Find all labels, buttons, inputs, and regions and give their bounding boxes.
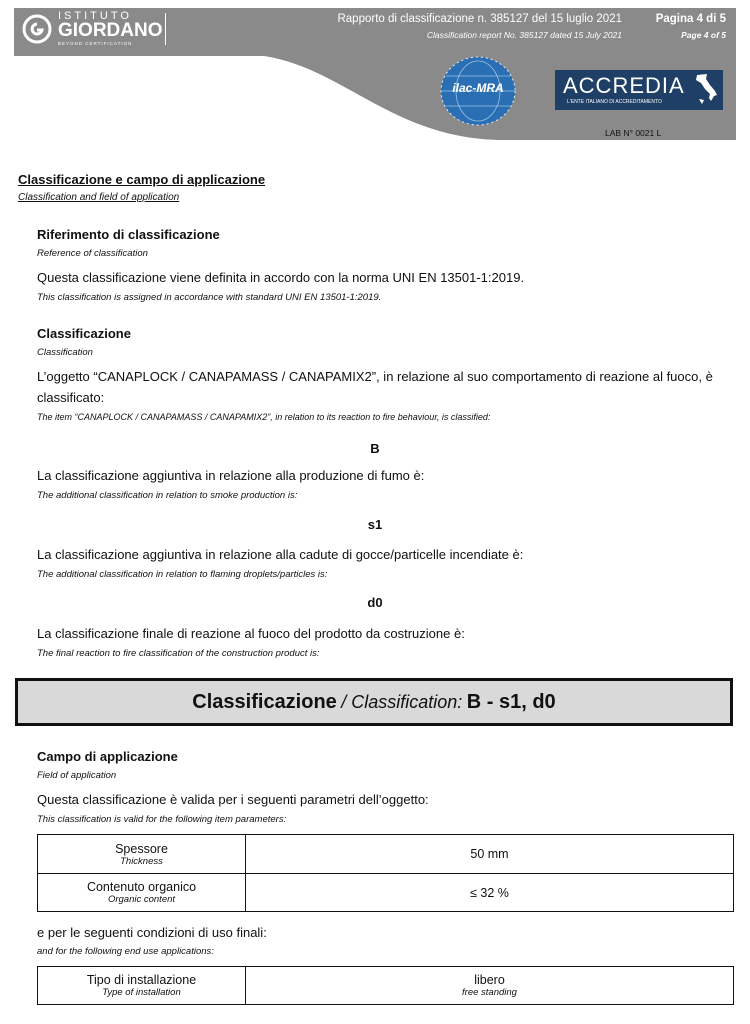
param-label-en: Organic content xyxy=(107,894,176,905)
classification-text-line2: classificato: xyxy=(37,390,105,405)
logo-g-icon xyxy=(22,14,52,44)
end-use-value-en: free standing xyxy=(462,987,517,998)
table-row xyxy=(38,835,734,874)
report-number-en: Classification report No. 385127 dated 15 July 2021 xyxy=(426,30,622,40)
end-use-table xyxy=(37,966,734,1005)
italy-map-icon xyxy=(693,73,719,107)
ilac-mra-text: ilac-MRA xyxy=(452,81,504,95)
field-heading: Campo di applicazione xyxy=(37,749,178,764)
table-row xyxy=(38,967,734,1005)
reference-heading-en: Reference of classification xyxy=(37,248,148,259)
page-number-en: Page 4 of 5 xyxy=(681,30,726,40)
classification-heading: Classificazione xyxy=(37,326,131,341)
box-label: Classificazione xyxy=(192,691,337,713)
param-value: ≤ 32 % xyxy=(470,885,509,900)
field-text-en: This classification is valid for the following item parameters: xyxy=(37,814,287,825)
box-value: B - s1, d0 xyxy=(466,691,556,713)
istituto-giordano-logo xyxy=(18,10,168,48)
param-label: Spessore xyxy=(115,841,168,856)
end-use-text: e per le seguenti condizioni di uso finali: xyxy=(37,925,267,940)
reference-heading: Riferimento di classificazione xyxy=(37,227,220,242)
table-row xyxy=(38,874,734,912)
section-title: Classificazione e campo di applicazione xyxy=(18,172,266,187)
logo-top-text: ISTITUTO xyxy=(58,10,132,22)
box-label-en: / Classification: xyxy=(341,692,463,712)
end-use-label-cell xyxy=(38,967,246,1005)
reference-text-en: This classification is assigned in accordance with standard UNI EN 13501-1:2019. xyxy=(37,292,382,303)
accredia-tagline: L'ENTE ITALIANO DI ACCREDITAMENTO xyxy=(567,99,662,105)
report-number: Rapporto di classificazione n. 385127 del 15 luglio 2021 xyxy=(337,13,622,25)
param-label: Contenuto organico xyxy=(86,880,197,894)
classification-text-line1: L’oggetto “CANAPLOCK / CANAPAMASS / CANAPAMIX2”, in relazione al suo comportamento di reazione al fuoco, è xyxy=(37,369,713,384)
final-text-en: The final reaction to fire classification of the construction product is: xyxy=(37,648,320,659)
param-value-cell xyxy=(246,835,734,874)
end-use-label-en: Type of installation xyxy=(102,987,181,998)
droplets-text-en: The additional classification in relation to flaming droplets/particles is: xyxy=(37,569,328,580)
logo-main-text: GIORDANO xyxy=(58,20,163,41)
accredia-name: ACCREDIA xyxy=(563,73,685,98)
field-text: Questa classificazione è valida per i seguenti parametri dell’oggetto: xyxy=(37,792,429,807)
section-subtitle: Classification and field of application xyxy=(18,192,180,203)
param-label-cell xyxy=(38,874,246,912)
reference-text: Questa classificazione viene definita in accordo con la norma UNI EN 13501-1:2019. xyxy=(37,270,525,285)
param-label-en: Thickness xyxy=(120,855,163,867)
end-use-value-cell xyxy=(246,967,734,1005)
logo-divider xyxy=(165,13,166,45)
classification-text-en: The item “CANAPLOCK / CANAPAMASS / CANAPAMIX2”, in relation to its reaction to fire behaviour, is classified: xyxy=(37,412,491,422)
page-number: Pagina 4 di 5 xyxy=(655,13,726,25)
smoke-text: La classificazione aggiuntiva in relazione alla produzione di fumo è: xyxy=(37,468,425,483)
droplets-text: La classificazione aggiuntiva in relazione alla cadute di gocce/particelle incendiate è: xyxy=(37,547,524,562)
smoke-text-en: The additional classification in relation to smoke production is: xyxy=(37,490,298,501)
param-label-cell xyxy=(38,835,246,874)
field-heading-en: Field of application xyxy=(37,770,117,781)
droplets-value: d0 xyxy=(367,595,383,610)
end-use-text-en: and for the following end use applications: xyxy=(37,946,214,957)
classification-heading-en: Classification xyxy=(37,347,93,358)
lab-number: LAB N° 0021 L xyxy=(605,128,662,138)
end-use-label: Tipo di installazione xyxy=(86,973,197,987)
final-classification-box xyxy=(15,678,733,726)
smoke-value: s1 xyxy=(367,517,383,532)
param-value-cell xyxy=(246,874,734,912)
logo-tagline: BEYOND CERTIFICATION xyxy=(58,41,133,46)
parameters-table xyxy=(37,834,734,912)
param-value: 50 mm xyxy=(470,847,509,861)
final-text: La classificazione finale di reazione al fuoco del prodotto da costruzione è: xyxy=(37,626,465,641)
accredia-logo xyxy=(555,70,723,110)
classification-value: B xyxy=(370,441,380,456)
end-use-value: libero xyxy=(474,973,505,987)
